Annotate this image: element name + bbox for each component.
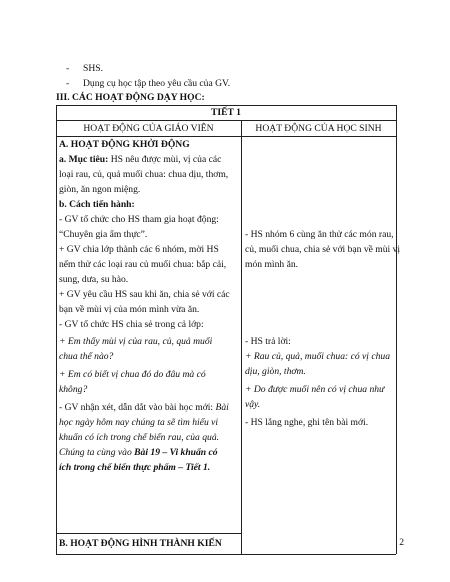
page-number: 2: [399, 537, 404, 548]
student-answer: + Do được muối nên có vị chua như: [245, 384, 385, 395]
lesson-title: ích trong chế biến thực phẩm – Tiết 1.: [59, 462, 211, 473]
material-text: SHS.: [83, 63, 103, 74]
activity-table: [56, 105, 401, 555]
lesson-intro-lead: Chúng ta cùng vào: [59, 447, 132, 458]
period-title: TIẾT 1: [211, 107, 241, 118]
lesson-title: Bài 19 – Vi khuẩn có: [134, 447, 218, 458]
section-heading: III. CÁC HOẠT ĐỘNG DẠY HỌC:: [56, 92, 205, 103]
question-text: không?: [59, 384, 88, 395]
table-rule: [241, 120, 242, 554]
lesson-intro-text: khuẩn có ích trong chế biến rau, của quả.: [59, 432, 220, 443]
student-answer: dịu, giòn, thơm.: [245, 366, 306, 377]
objective-label: a. Mục tiêu:: [59, 154, 109, 165]
bullet-dash: -: [66, 78, 70, 89]
section-b-heading: B. HOẠT ĐỘNG HÌNH THÀNH KIẾN: [59, 538, 222, 549]
method-heading: b. Cách tiến hành:: [59, 199, 135, 210]
student-text: - HS lắng nghe, ghi tên bài mới.: [245, 417, 369, 428]
teacher-text: bạn về mùi vị của món mình vừa ăn.: [59, 304, 200, 315]
teacher-text: sung, dưa, su hào.: [59, 274, 129, 285]
objective-line: giòn, ăn ngon miệng.: [59, 184, 141, 195]
objective-line: loại rau, củ, quả muối chua: chua dịu, thơm,: [59, 169, 229, 180]
bullet-dash: -: [66, 63, 70, 74]
teacher-text: “Chuyên gia ẩm thực”.: [59, 229, 148, 240]
column-header-student: HOẠT ĐỘNG CỦA HỌC SINH: [255, 123, 382, 134]
student-text: củ, muối chua, chia sẻ với bạn về mùi vị: [245, 244, 401, 255]
table-rule: [56, 105, 57, 554]
column-header-teacher: HOẠT ĐỘNG CỦA GIÁO VIÊN: [83, 123, 214, 134]
section-a-heading: A. HOẠT ĐỘNG KHỞI ĐỘNG: [59, 139, 190, 150]
lesson-intro-text: học ngày hôm nay chúng ta sẽ tìm hiểu vi: [59, 417, 219, 428]
teacher-text: - GV tổ chức cho HS tham gia hoạt động:: [59, 214, 219, 225]
student-text: món mình ăn.: [245, 259, 299, 270]
teacher-text: + GV chia lớp thành các 6 nhóm, mời HS: [59, 244, 219, 255]
teacher-text: nếm thử các loại rau củ muối chua: bắp cải,: [59, 259, 227, 270]
table-rule: [396, 105, 397, 554]
lesson-intro-text: [59, 445, 218, 460]
question-text: + Em có biết vị chua đó do đâu mà có: [59, 369, 206, 380]
student-text: - HS trả lời:: [245, 336, 291, 347]
teacher-text: [59, 400, 229, 415]
teacher-text: - GV tổ chức HS chia sẻ trong cả lớp:: [59, 319, 204, 330]
question-text: chua thế nào?: [59, 351, 114, 362]
objective-line: [59, 152, 221, 167]
table-rule: [56, 533, 241, 534]
question-text: + Em thấy mùi vị của rau, củ, quả muối: [59, 336, 213, 347]
material-text: Dụng cụ học tập theo yêu cầu của GV.: [83, 78, 231, 89]
objective-text: HS nêu được mùi, vị của các: [110, 154, 222, 165]
table-rule: [56, 554, 396, 555]
student-answer: + Rau củ, quả, muối chua: có vị chua: [245, 351, 391, 362]
student-answer: vậy.: [245, 399, 261, 410]
teacher-text: + GV yêu cầu HS sau khi ăn, chia sẻ với các: [59, 289, 230, 300]
student-text: - HS nhóm 6 cùng ăn thử các món rau,: [245, 229, 394, 240]
lesson-intro-text: Bài: [215, 402, 229, 413]
teacher-summary-text: - GV nhận xét, dẫn dắt vào bài học mới:: [59, 402, 214, 413]
